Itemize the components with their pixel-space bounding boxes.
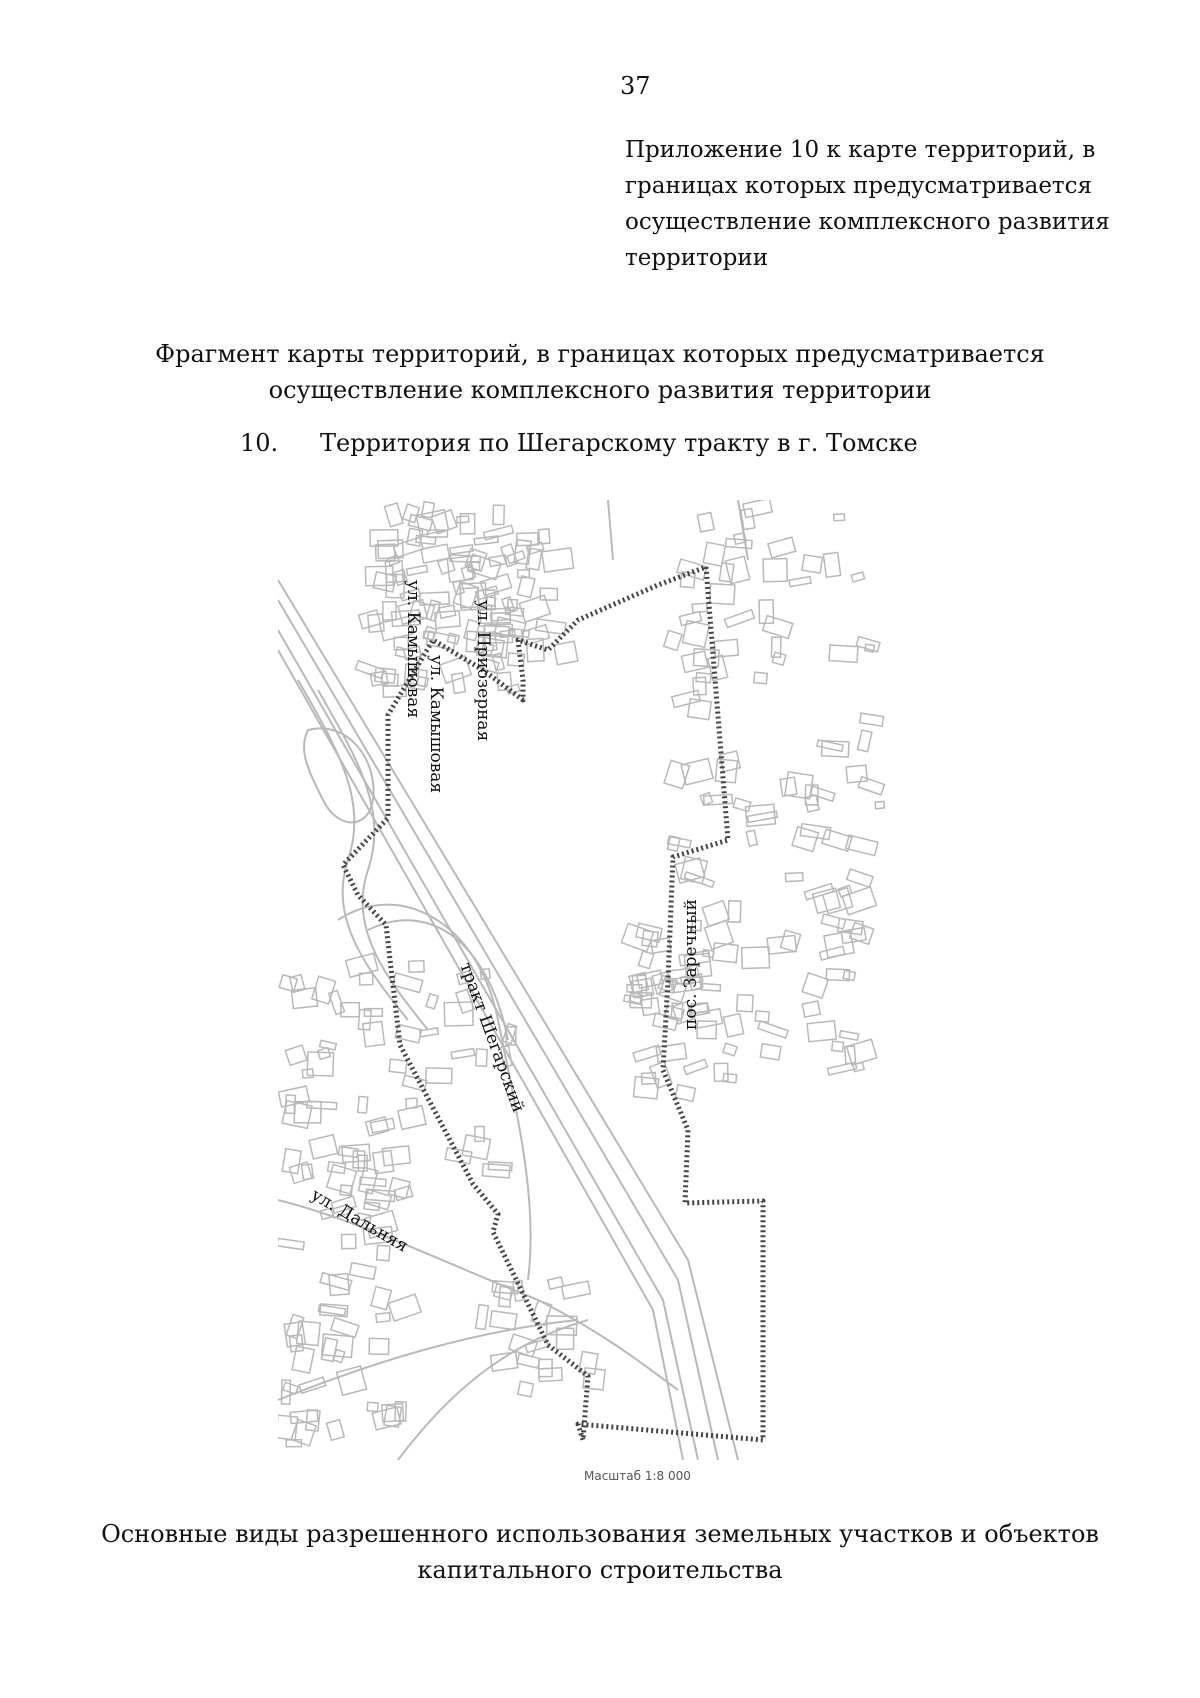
building-block [763,616,793,639]
building-block [383,602,396,620]
building-block [823,552,840,577]
building-block [789,577,811,587]
building-block [672,690,700,707]
building-block [435,611,460,628]
building-block [802,973,828,998]
building-block [853,1062,864,1071]
building-block [388,1294,421,1321]
street-label-dalnyaya: ул. Дальняя [307,1185,412,1257]
building-block [426,1068,452,1084]
building-block [422,502,435,518]
road-line [608,500,613,560]
territory-heading [240,426,918,460]
building-block [723,1043,737,1056]
building-block [462,1135,490,1160]
building-block [499,1287,512,1307]
bottom-title-line: Основные виды разрешенного использования земельных участков и объектов [101,1520,1099,1548]
bottom-title-line: капитального строительства [417,1556,783,1584]
building-block [741,509,755,530]
building-block [367,1402,378,1411]
building-block [342,1234,356,1248]
building-block [675,1085,695,1102]
building-block [366,1117,389,1136]
building-block [385,503,404,527]
building-block [763,559,787,582]
building-block [407,528,423,546]
building-block [702,901,729,927]
building-block [802,1001,820,1017]
building-block [409,961,425,973]
building-block [723,1073,737,1082]
building-block [737,995,753,1012]
building-block [375,668,396,684]
building-block [760,1044,781,1060]
building-block [378,540,403,559]
building-block [398,1106,426,1130]
building-block [579,1352,598,1375]
building-block [491,1352,518,1371]
building-block [802,555,823,573]
building-block [641,998,659,1016]
building-block [309,1135,338,1159]
building-block [780,777,797,796]
building-block [703,542,725,566]
building-block [371,1287,391,1310]
building-block [834,514,845,521]
building-block [746,830,757,846]
building-block [664,630,682,650]
building-block [383,685,406,697]
building-block [363,1021,385,1046]
building-block [539,1368,563,1382]
building-block [754,672,768,684]
building-block [542,548,574,572]
building-block [842,887,876,915]
building-block [700,793,712,806]
building-block [875,801,884,808]
building-block [723,1014,743,1037]
building-block [451,1049,474,1059]
building-block [693,677,706,695]
building-block [518,576,535,598]
territory-name: Территория по Шегарскому тракту в г. Томске [320,429,918,457]
building-block [540,588,557,600]
building-block [444,1002,473,1026]
page-number: 37 [620,72,651,100]
appendix-line: осуществление комплексного развития [625,209,1110,235]
building-block [714,639,738,657]
building-block [847,869,873,887]
street-label-kamyshovaya: ул. Камышовая [403,580,423,719]
building-block [839,1031,858,1040]
map-svg [278,500,888,1460]
appendix-note [625,132,1145,276]
building-block [702,984,721,991]
building-block [282,1149,301,1174]
building-block [742,947,770,969]
road-line [398,1320,588,1460]
building-block [355,661,384,679]
building-block [792,827,818,852]
building-block [475,1126,484,1141]
building-block [369,1338,389,1354]
building-block [321,1338,337,1362]
building-block [771,637,781,657]
building-block [846,765,867,783]
building-block [359,610,381,629]
appendix-line: границах которых предусматривается [625,173,1093,199]
building-block [824,931,854,958]
building-block [518,1381,534,1397]
street-label-trakt-shegarsky: тракт Шегарский [455,959,529,1116]
building-block [420,1028,439,1037]
building-block [539,529,550,544]
building-block [285,1045,307,1065]
building-block [810,786,835,801]
building-block [846,835,878,856]
building-block [781,930,801,952]
fragment-title-line: Фрагмент карты территорий, в границах которых предусматривается [155,340,1045,368]
building-block [394,1186,413,1201]
building-block [820,946,845,960]
building-block [556,1328,573,1349]
building-block [562,1281,591,1299]
building-block [426,994,438,1009]
building-block [318,1305,345,1315]
building-block [858,777,884,795]
building-block [318,1048,331,1060]
street-label-zarechny: пос. Заречный [681,899,701,1030]
street-label-priozernaya: ул. Приозерная [473,600,493,742]
map-building-blocks [278,500,884,1447]
building-block [278,1238,304,1249]
building-block [638,951,653,969]
building-block [327,1420,345,1441]
building-block [821,914,845,929]
building-block [684,1059,708,1074]
building-block [389,1059,407,1073]
building-block [748,811,778,822]
street-label-kamyshovaya: ул. Камышовая [426,655,446,794]
building-block [382,1146,410,1166]
building-block [493,505,504,524]
appendix-line: территории [625,245,769,271]
building-block [407,565,428,575]
building-block [725,556,750,583]
map-fragment [278,500,888,1460]
building-block [688,699,712,720]
building-block [476,1305,489,1330]
building-block [337,1366,367,1395]
building-block [725,610,755,628]
building-block [350,1263,377,1280]
building-block [858,730,872,752]
road-line [278,650,683,1460]
building-block [421,544,450,563]
building-block [758,1021,788,1038]
building-block [713,943,738,963]
appendix-line: Приложение 10 к карте территорий, в [625,137,1096,163]
building-block [490,1311,517,1330]
building-block [457,516,469,523]
building-block [710,584,735,605]
building-block [860,713,884,726]
building-block [728,901,741,922]
map-scale: Масштаб 1:8 000 [584,1469,691,1483]
building-block [452,673,466,693]
building-block [785,873,803,882]
building-block [554,641,578,664]
building-block [697,512,714,532]
building-block [297,1321,321,1346]
building-block [733,798,751,812]
building-block [851,572,864,582]
building-block [768,537,796,558]
bottom-title [0,1516,1200,1588]
building-block [832,1041,844,1051]
building-block [755,1011,769,1022]
building-block [447,633,459,644]
building-block [829,645,858,662]
building-block [358,1096,368,1113]
fragment-title [0,336,1200,408]
building-block [772,652,786,665]
building-block [847,1039,877,1065]
building-block [681,758,713,784]
building-block [279,975,297,992]
territory-number: 10. [240,429,279,457]
building-block [807,1021,836,1042]
building-block [823,888,853,914]
building-block [388,1178,410,1199]
building-block [376,1313,390,1323]
building-block [667,836,680,851]
fragment-title-line: осуществление комплексного развития территории [268,376,932,404]
building-block [684,872,714,887]
building-block [360,1177,386,1186]
building-block [476,1049,488,1066]
building-block [714,1063,728,1081]
